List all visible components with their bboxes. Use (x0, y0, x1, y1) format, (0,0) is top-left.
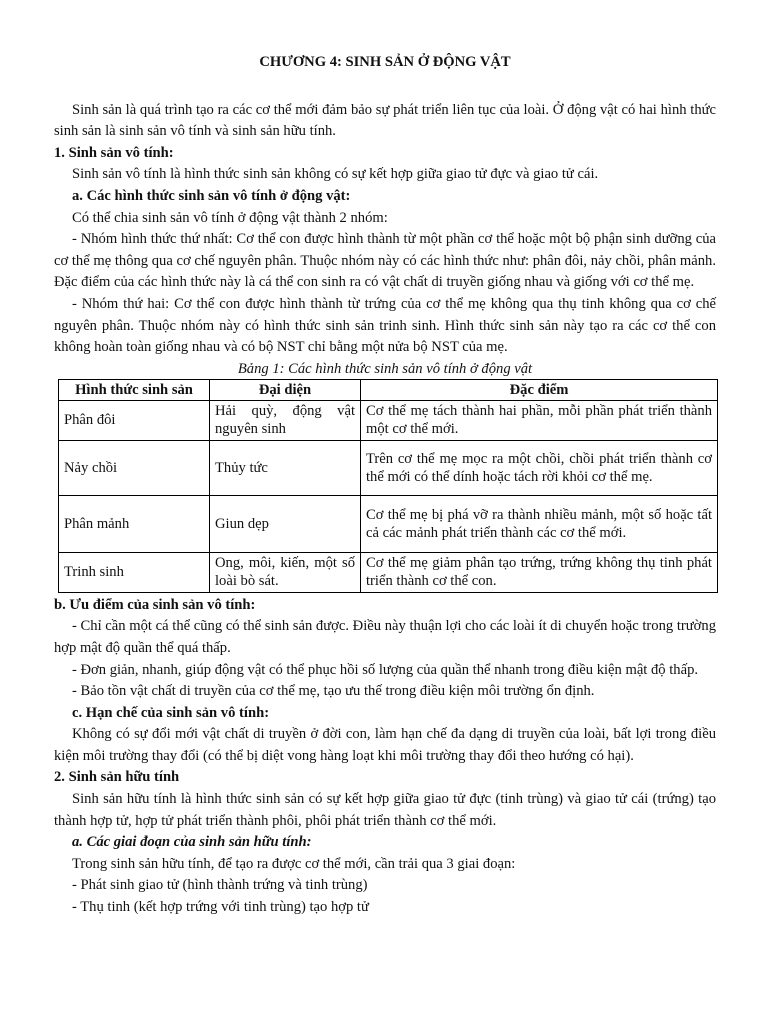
table-header-cell: Đặc điểm (361, 379, 718, 400)
table-header-cell: Đại diện (210, 379, 361, 400)
table-caption: Bảng 1: Các hình thức sinh sản vô tính ở động vật (237, 360, 533, 377)
section-2a-heading: a. Các giai đoạn của sinh sản hữu tính: (72, 834, 312, 851)
limitation-paragraph: Không có sự đổi mới vật chất di truyền ở đời con, làm hạn chế đa dạng di truyền của loài, bất lợi trong điều kiện môi trường thay đổi (có thể bị diệt vong hàng loạt khi môi trường thay đổi theo hướng có hại). (54, 726, 716, 764)
table-cell-example: Ong, môi, kiến, một số loài bò sát. (210, 552, 361, 592)
table-cell-example: Thủy tức (210, 440, 361, 495)
table-row (59, 440, 718, 495)
section-1a-heading: a. Các hình thức sinh sản vô tính ở động vật: (72, 187, 351, 204)
table-cell-form: Phân mảnh (59, 495, 210, 552)
table-row (59, 552, 718, 592)
section-1c-heading: c. Hạn chế của sinh sản vô tính: (72, 704, 270, 721)
stage-item: - Thụ tinh (kết hợp trứng với tinh trùng) tạo hợp tử (72, 899, 369, 916)
table-cell-feature: Cơ thể mẹ bị phá vỡ ra thành nhiều mảnh, một số hoặc tất cả các mảnh phát triển thành các cơ thể mới. (361, 495, 718, 552)
advantage-item: - Bảo tồn vật chất di truyền của cơ thể mẹ, tạo ưu thế trong điều kiện môi trường ổn định. (72, 683, 595, 700)
section-1-definition: Sinh sản vô tính là hình thức sinh sản không có sự kết hợp giữa giao tử đực và giao tử cái. (72, 166, 599, 183)
table-cell-feature: Trên cơ thể mẹ mọc ra một chồi, chồi phát triển thành cơ thể mới có thể dính hoặc tách rời khỏi cơ thể mẹ. (361, 440, 718, 495)
advantage-item: - Đơn giản, nhanh, giúp động vật có thể phục hồi số lượng của quần thể nhanh trong điều kiện mật độ thấp. (72, 661, 699, 678)
advantage-item: - Chỉ cần một cá thể cũng có thể sinh sản được. Điều này thuận lợi cho các loài ít di chuyển hoặc trong trường hợp mật độ quần thể quá thấp. (54, 618, 716, 656)
section-1a-intro: Có thể chia sinh sản vô tính ở động vật thành 2 nhóm: (72, 209, 388, 226)
table-cell-form: Trinh sinh (59, 552, 210, 592)
table-cell-form: Phân đôi (59, 400, 210, 440)
section-1b-heading: b. Ưu điểm của sinh sản vô tính: (54, 596, 256, 613)
table-cell-feature: Cơ thể mẹ tách thành hai phần, mỗi phần phát triển thành một cơ thể mới. (361, 400, 718, 440)
intro-paragraph: Sinh sản là quá trình tạo ra các cơ thể mới đảm bảo sự phát triển liên tục của loài. Ở động vật có hai hình thức sinh sản là sinh sản vô tính và sinh sản hữu tính. (54, 101, 716, 140)
group-1-paragraph: - Nhóm hình thức thứ nhất: Cơ thể con được hình thành từ một phần cơ thể hoặc một bộ phận sinh dưỡng của cơ thể mẹ thông qua cơ chế nguyên phân. Thuộc nhóm này có các hình thức như: phân đôi, nảy chồi, phân mảnh. Đặc điểm của các hình thức này là cá thể con sinh ra có vật chất di truyền giống nhau và giống với cơ thể mẹ. (54, 231, 716, 291)
table-cell-example: Giun dẹp (210, 495, 361, 552)
asexual-forms-table (58, 379, 718, 593)
table-row (59, 400, 718, 440)
table-header-row (59, 379, 718, 400)
section-2-definition: Sinh sản hữu tính là hình thức sinh sản có sự kết hợp giữa giao tử đực (tinh trùng) và giao tử cái (trứng) tạo thành hợp tử, hợp tử phát triển thành phôi, phôi phát triển thành cơ thể mới. (54, 791, 716, 829)
table-cell-example: Hải quỳ, động vật nguyên sinh (210, 400, 361, 440)
section-1-heading: 1. Sinh sản vô tính: (54, 144, 174, 161)
table-row (59, 495, 718, 552)
group-2-paragraph: - Nhóm thứ hai: Cơ thể con được hình thành từ trứng của cơ thể mẹ không qua thụ tinh không qua cơ chế nguyên phân. Thuộc nhóm này có hình thức sinh sản trinh sinh. Hình thức sinh sản này tạo ra các cơ thể con không hoàn toàn giống nhau và có bộ NST chỉ bằng một nửa bộ NST của mẹ. (54, 295, 716, 356)
table-header-cell: Hình thức sinh sản (59, 379, 210, 400)
table-cell-feature: Cơ thể mẹ giảm phân tạo trứng, trứng không thụ tinh phát triển thành cơ thể con. (361, 552, 718, 592)
chapter-title: CHƯƠNG 4: SINH SẢN Ở ĐỘNG VẬT (259, 54, 511, 70)
stage-item: - Phát sinh giao tử (hình thành trứng và tinh trùng) (72, 877, 368, 894)
section-2-heading: 2. Sinh sản hữu tính (54, 769, 180, 786)
section-2a-intro: Trong sinh sản hữu tính, để tạo ra được cơ thể mới, cần trải qua 3 giai đoạn: (72, 855, 516, 872)
table-cell-form: Nảy chồi (59, 440, 210, 495)
